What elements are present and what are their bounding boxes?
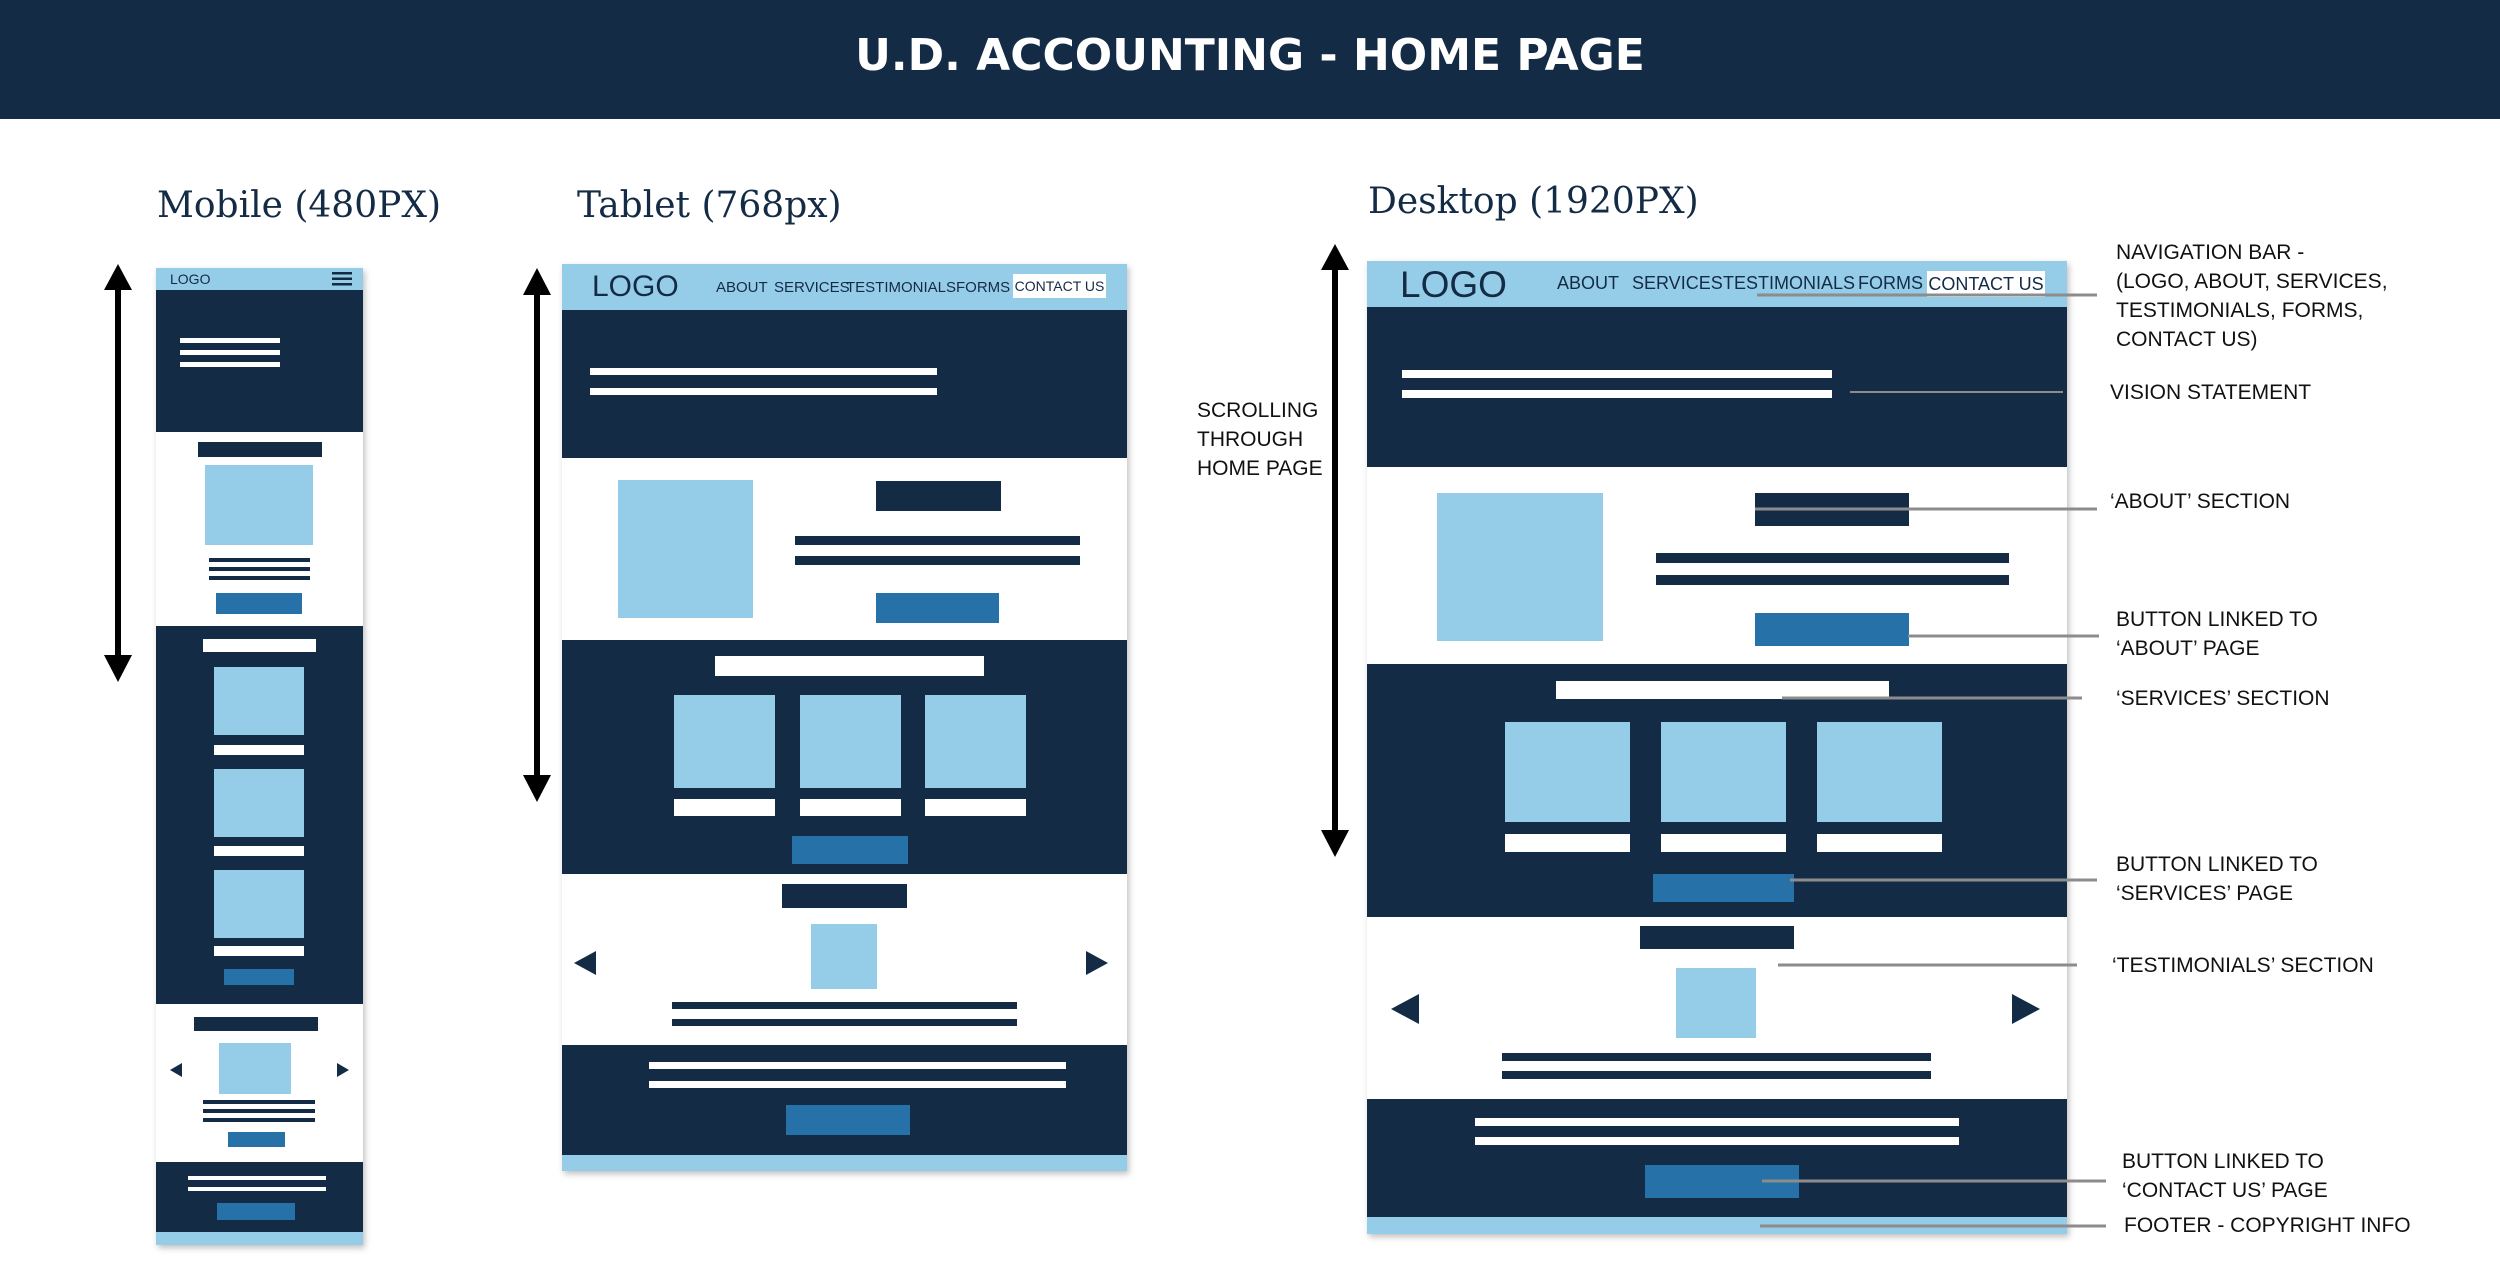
tablet-label: Tablet (768px) [577,185,842,226]
nav-services[interactable]: SERVICES [1632,273,1723,293]
callout-line: ‘ABOUT’ PAGE [2116,637,2260,660]
callout-vision [2110,378,2311,407]
callout-services-button [2116,850,2318,908]
callout-footer [2124,1211,2411,1240]
tablet-logo: LOGO [592,270,679,303]
nav-contact-us[interactable]: CONTACT US [1013,274,1106,298]
nav-about[interactable]: ABOUT [1557,273,1620,293]
nav-contact-us[interactable]: CONTACT US [1927,271,2045,297]
nav-forms[interactable]: FORMS [1858,273,1923,293]
callout-line: BUTTON LINKED TO [2116,608,2318,631]
desktop-logo: LOGO [1400,264,1507,305]
callout-services-section [2116,684,2330,713]
callout-line: TESTIMONIALS, FORMS, [2116,299,2364,322]
callout-line: ‘SERVICES’ PAGE [2116,882,2294,905]
callout-line: (LOGO, ABOUT, SERVICES, [2116,270,2388,293]
scrolling-line-3: HOME PAGE [1197,457,1323,480]
mobile-label: Mobile (480PX) [157,185,442,226]
callout-line: BUTTON LINKED TO [2116,853,2318,876]
callout-nav-bar [2116,238,2388,354]
callout-contact-button [2122,1147,2328,1205]
callout-testimonials-section [2112,951,2374,980]
callout-about-section [2110,487,2290,516]
nav-forms[interactable]: FORMS [956,279,1011,296]
page-title: U.D. ACCOUNTING - HOME PAGE [855,30,1645,81]
nav-about[interactable]: ABOUT [716,279,768,296]
nav-services[interactable]: SERVICES [774,279,850,296]
callout-line: ‘SERVICES’ SECTION [2116,687,2330,710]
callout-line: ‘ABOUT’ SECTION [2110,490,2291,513]
callout-about-button [2116,605,2318,663]
callout-line: FOOTER - COPYRIGHT INFO [2124,1214,2411,1237]
scrolling-line-2: THROUGH [1197,428,1304,451]
callout-line: ‘TESTIMONIALS’ SECTION [2112,954,2374,977]
nav-testimonials[interactable]: TESTIMONIALS [846,279,957,296]
nav-testimonials[interactable]: TESTIMONIALS [1723,273,1856,293]
mobile-logo: LOGO [170,271,211,287]
scrolling-line-1: SCROLLING [1197,399,1319,422]
callout-line: ‘CONTACT US’ PAGE [2122,1179,2328,1202]
callout-line: VISION STATEMENT [2110,381,2312,404]
callout-line: CONTACT US) [2116,328,2258,351]
callout-line: NAVIGATION BAR - [2116,241,2305,264]
desktop-label: Desktop (1920PX) [1368,181,1699,222]
callout-line: BUTTON LINKED TO [2122,1150,2324,1173]
